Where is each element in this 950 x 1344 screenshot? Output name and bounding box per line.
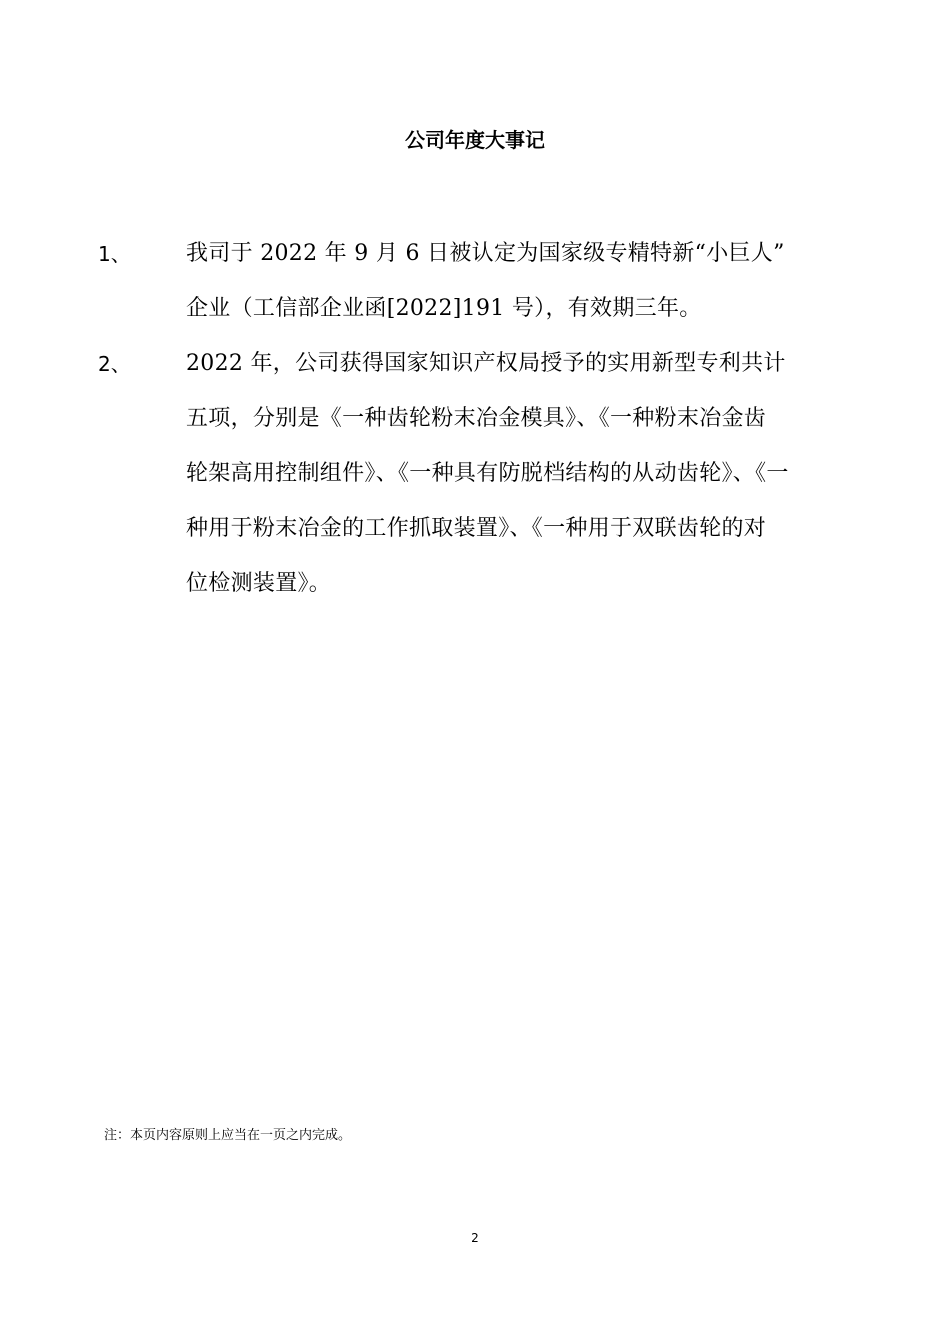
item-text (186, 235, 852, 345)
item-number: 2、 (98, 352, 131, 376)
page-title: 公司年度大事记 (405, 128, 545, 152)
text-line: 五项，分别是《一种齿轮粉末冶金模具》、《一种粉末冶金齿 (186, 406, 767, 431)
page-number: 2 (471, 1231, 479, 1245)
text-line: 位检测装置》。 (186, 571, 332, 596)
text-line: 我司于 2022 年 9 月 6 日被认定为国家级专精特新“小巨人” (186, 241, 785, 266)
text-line: 轮架高用控制组件》、《一种具有防脱档结构的从动齿轮》、《一 (186, 461, 789, 486)
footnote: 注：本页内容原则上应当在一页之内完成。 (104, 1128, 352, 1143)
item-number: 1、 (98, 242, 131, 266)
text-line: 种用于粉末冶金的工作抓取装置》、《一种用于双联齿轮的对 (186, 516, 767, 541)
text-line: 2022 年，公司获得国家知识产权局授予的实用新型专利共计 (186, 351, 786, 376)
text-line: 企业（工信部企业函[2022]191 号），有效期三年。 (186, 296, 702, 321)
item-text (186, 345, 852, 620)
